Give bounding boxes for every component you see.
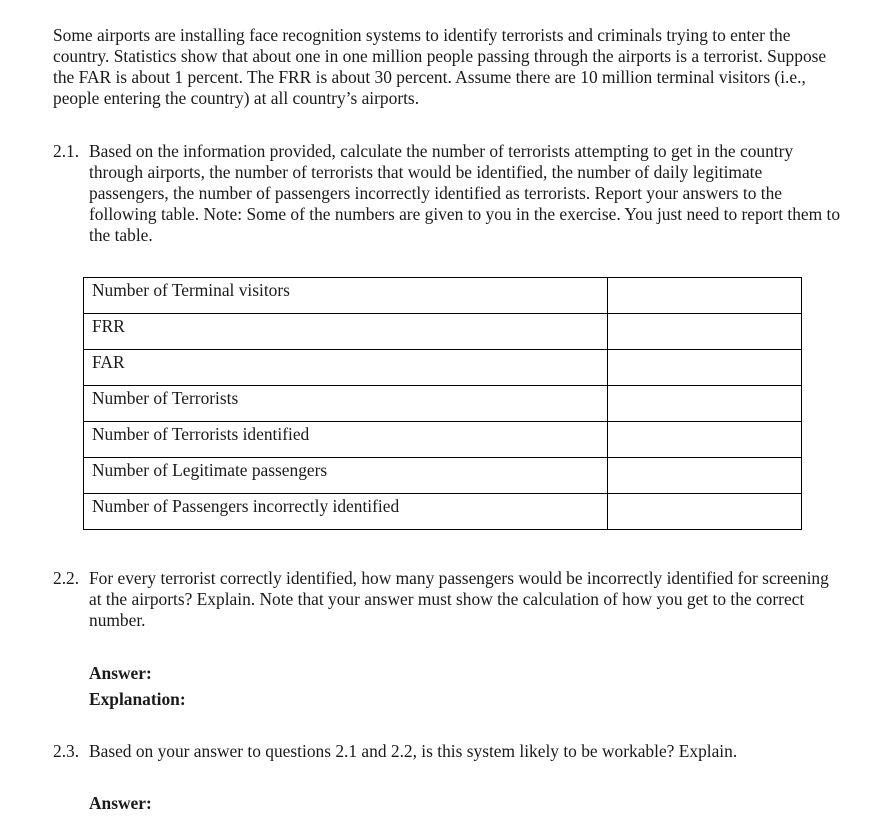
row-label: Number of Passengers incorrectly identified [84,494,608,530]
row-label: Number of Terminal visitors [84,278,608,314]
table-row [84,278,802,314]
row-value-cell[interactable] [608,494,802,530]
row-value-cell[interactable] [608,350,802,386]
explanation-label: Explanation: [89,689,186,709]
intro-paragraph: Some airports are installing face recognition systems to identify terrorists and criminals trying to enter the country. Statistics show that about one in one million people passing through the airports is a terrorist. Suppose the FAR is about 1 percent. The FRR is about 30 percent. Assume there are 10 million terminal visitors (i.e., people entering the country) at all country’s airports. [53,25,827,108]
table-row [84,386,802,422]
question-2-2 [53,568,843,631]
answer-table [83,277,802,530]
table-row [84,458,802,494]
row-label: Number of Terrorists [84,386,608,422]
answer-label: Answer: [89,793,152,813]
question-number: 2.1. [53,141,80,161]
question-2-3 [53,741,843,762]
row-value-cell[interactable] [608,278,802,314]
question-text: Based on your answer to questions 2.1 and 2.2, is this system likely to be workable? Explain. [89,741,738,761]
row-label: Number of Terrorists identified [84,422,608,458]
row-label: FRR [84,314,608,350]
row-value-cell[interactable] [608,314,802,350]
row-label: Number of Legitimate passengers [84,458,608,494]
question-number: 2.3. [53,741,80,761]
question-2-1 [53,141,843,246]
question-number: 2.2. [53,568,80,588]
row-value-cell[interactable] [608,386,802,422]
table-row [84,422,802,458]
table-row [84,494,802,530]
table-row [84,350,802,386]
question-text: Based on the information provided, calculate the number of terrorists attempting to get in the country through airports, the number of terrorists that would be identified, the number of daily legitimate passengers, the number of passengers incorrectly identified as terrorists. Report your answers to the following table. Note: Some of the numbers are given to you in the exercise. You just need to report them to the table. [89,141,841,245]
question-text: For every terrorist correctly identified, how many passengers would be incorrectly identified for screening at the airports? Explain. Note that your answer must show the calculation of how you get to the correct number. [89,568,829,630]
answer-label: Answer: [89,663,152,683]
row-label: FAR [84,350,608,386]
row-value-cell[interactable] [608,422,802,458]
table-row [84,314,802,350]
row-value-cell[interactable] [608,458,802,494]
